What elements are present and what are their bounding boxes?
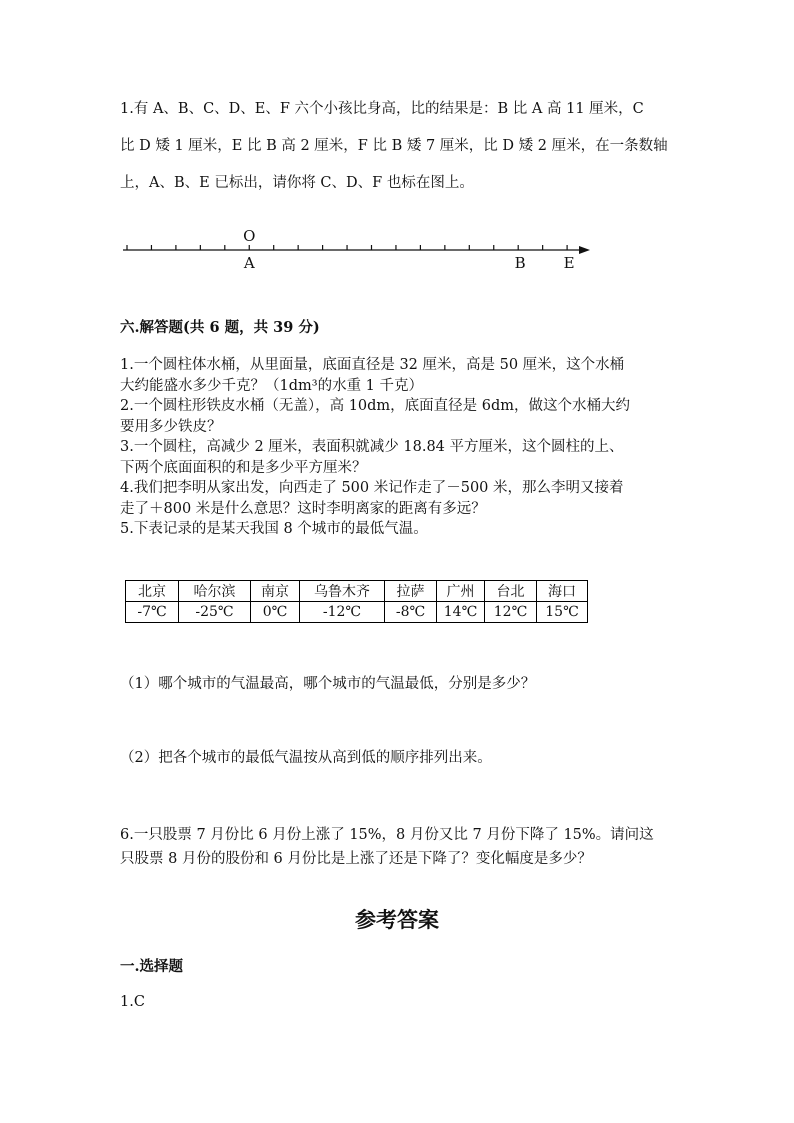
city-temperature-table xyxy=(125,580,588,623)
table-cell: 北京 xyxy=(126,581,179,602)
table-cell: 哈尔滨 xyxy=(179,581,251,602)
q5-line: 5.下表记录的是某天我国 8 个城市的最低气温。 xyxy=(120,521,428,537)
table-cell: -12℃ xyxy=(300,602,385,623)
q2-line2: 要用多少铁皮？ xyxy=(120,418,222,435)
number-line-origin-label: O xyxy=(243,227,256,245)
table-cell: 14℃ xyxy=(437,602,485,623)
table-cell: 拉萨 xyxy=(385,581,437,602)
table-cell: -7℃ xyxy=(126,602,179,623)
answers-title: 参考答案 xyxy=(355,907,439,932)
number-line-ticks xyxy=(127,245,567,250)
table-cell: 15℃ xyxy=(537,602,588,623)
table-cell: 乌鲁木齐 xyxy=(300,581,385,602)
problem1-line2: 比 D 矮 1 厘米，E 比 B 高 2 厘米，F 比 B 矮 7 厘米，比 D 矮 2 厘米，在一条数轴 xyxy=(120,138,668,154)
number-line xyxy=(0,220,794,280)
table-row-temps xyxy=(126,602,588,623)
q6-line2: 只股票 8 月份的股份和 6 月份比是上涨了还是下降了？变化幅度是多少？ xyxy=(120,851,592,867)
number-line-labels xyxy=(243,254,575,272)
q3-line1: 3.一个圆柱，高减少 2 厘米，表面积就减少 18.84 平方厘米，这个圆柱的上、 xyxy=(120,439,624,455)
section6-questions xyxy=(120,355,630,540)
q1-line1: 1.一个圆柱体水桶，从里面量，底面直径是 32 厘米，高是 50 厘米，这个水桶 xyxy=(120,357,625,373)
q2-line1: 2.一个圆柱形铁皮水桶（无盖），高 10dm，底面直径是 6dm，做这个水桶大约 xyxy=(120,398,631,414)
table-cell: 海口 xyxy=(537,581,588,602)
question-6 xyxy=(120,823,654,871)
number-line-label-a: A xyxy=(243,254,255,272)
q4-line1: 4.我们把李明从家出发，向西走了 500 米记作走了－500 米，那么李明又接着 xyxy=(120,480,624,496)
table-cell: -25℃ xyxy=(179,602,251,623)
table-cell: -8℃ xyxy=(385,602,437,623)
answers-section1-heading: 一.选择题 xyxy=(120,958,184,975)
q1-line2: 大约能盛水多少千克？（1dm³的水重 1 千克） xyxy=(120,377,424,394)
answer-1: 1.C xyxy=(120,994,145,1010)
problem1-line1: 1.有 A、B、C、D、E、F 六个小孩比身高，比的结果是：B 比 A 高 11 厘米，C xyxy=(120,101,644,117)
problem1-line3: 上，A、B、E 已标出，请你将 C、D、F 也标在图上。 xyxy=(120,175,474,191)
table-cell: 12℃ xyxy=(485,602,537,623)
q4-line2: 走了＋800 米是什么意思？这时李明离家的距离有多远？ xyxy=(120,500,486,517)
table-cell: 台北 xyxy=(485,581,537,602)
number-line-label-b: B xyxy=(514,254,526,272)
table-row-cities xyxy=(126,581,588,602)
number-line-label-e: E xyxy=(563,254,575,272)
q3-line2: 下两个底面面积的和是多少平方厘米？ xyxy=(120,459,367,476)
table-cell: 南京 xyxy=(251,581,300,602)
table-cell: 0℃ xyxy=(251,602,300,623)
number-line-arrow xyxy=(579,246,590,254)
section6-heading: 六.解答题(共 6 题，共 39 分) xyxy=(120,319,320,336)
sub-question-2: （2）把各个城市的最低气温按从高到低的顺序排列出来。 xyxy=(120,750,492,766)
q6-line1: 6.一只股票 7 月份比 6 月份上涨了 15%，8 月份又比 7 月份下降了 15%。请问这 xyxy=(120,827,654,843)
sub-question-1: （1）哪个城市的气温最高，哪个城市的气温最低，分别是多少？ xyxy=(120,676,536,692)
table-cell: 广州 xyxy=(437,581,485,602)
